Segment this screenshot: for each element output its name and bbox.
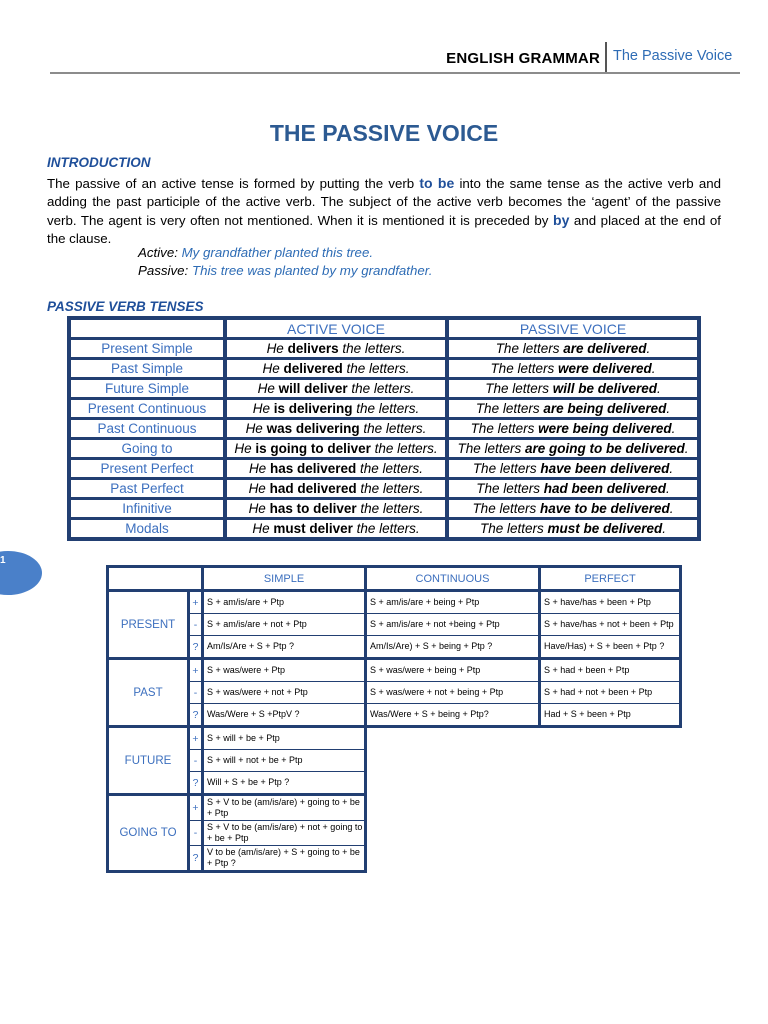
empty-cell [367,772,682,796]
table-row [70,378,698,398]
sign-cell: ? [190,636,204,660]
formula-row [109,728,682,750]
simple-formula: S + am/is/are + Ptp [204,592,367,614]
active-example-cell: He delivered the letters. [226,358,448,378]
passive-example-cell: The letters have been delivered. [448,458,698,478]
sign-cell: - [190,750,204,772]
sign-cell: + [190,660,204,682]
sign-cell: - [190,682,204,704]
sign-cell: + [190,592,204,614]
empty-cell [367,846,682,873]
table-row [70,338,698,358]
keyword-by: by [553,212,570,228]
simple-formula: S + am/is/are + not + Ptp [204,614,367,636]
sign-cell: ? [190,846,204,873]
simple-formula: S + will + be + Ptp [204,728,367,750]
sign-cell: + [190,728,204,750]
passive-example-cell: The letters must be delivered. [448,518,698,538]
empty-cell [367,750,682,772]
perfect-header: PERFECT [541,568,682,592]
introduction-paragraph: The passive of an active tense is formed by putting the verb to be into the same tense as the active verb and adding the past participle of the active verb. The subject of the active verb becomes the ‘agent’ of the passive verb. The agent is very often not mentioned. When it is mentioned it is preceded by by and placed at the end of the clause. [47,175,721,246]
tense-group-label: FUTURE [109,728,190,796]
continuous-formula: S + am/is/are + being + Ptp [367,592,541,614]
continuous-formula: S + am/is/are + not +being + Ptp [367,614,541,636]
table-row [70,438,698,458]
passive-example-cell: The letters are delivered. [448,338,698,358]
page-title: THE PASSIVE VOICE [269,120,499,146]
formula-corner-cell [109,568,204,592]
passive-verb-tenses-heading: PASSIVE VERB TENSES [47,299,204,314]
active-example-cell: He has to deliver the letters. [226,498,448,518]
tense-name: Modals [70,518,226,538]
simple-formula: S + V to be (am/is/are) + going to + be + Ptp [204,796,367,821]
table-row [70,498,698,518]
formula-row [109,592,682,614]
table-row [70,478,698,498]
simple-formula: S + was/were + Ptp [204,660,367,682]
formula-row [109,821,682,846]
simple-formula: Will + S + be + Ptp ? [204,772,367,796]
formula-row [109,614,682,636]
formula-row [109,796,682,821]
tense-group-label: PRESENT [109,592,190,660]
introduction-heading: INTRODUCTION [47,155,151,170]
empty-cell [367,728,682,750]
active-example-cell: He is going to deliver the letters. [226,438,448,458]
perfect-formula: S + have/has + been + Ptp [541,592,682,614]
table-row [70,418,698,438]
table-corner-cell [70,319,226,338]
passive-formula-table [106,565,682,873]
active-example-cell: He has delivered the letters. [226,458,448,478]
table-row [70,458,698,478]
simple-formula: S + V to be (am/is/are) + not + going to + be + Ptp [204,821,367,846]
page-header [50,42,740,74]
passive-example: Passive: This tree was planted by my grandfather. [138,263,433,278]
passive-example-cell: The letters were delivered. [448,358,698,378]
header-separator [605,42,607,74]
passive-example-cell: The letters are going to be delivered. [448,438,698,458]
perfect-formula: Have/Has) + S + been + Ptp ? [541,636,682,660]
active-example-cell: He will deliver the letters. [226,378,448,398]
simple-formula: S + was/were + not + Ptp [204,682,367,704]
tense-group-label: GOING TO [109,796,190,873]
tense-name: Present Simple [70,338,226,358]
simple-header: SIMPLE [204,568,367,592]
tense-name: Future Simple [70,378,226,398]
active-example-cell: He was delivering the letters. [226,418,448,438]
perfect-formula: S + had + been + Ptp [541,660,682,682]
table-row [70,518,698,538]
continuous-formula: Was/Were + S + being + Ptp? [367,704,541,728]
tense-comparison-table [67,316,701,541]
sign-cell: ? [190,772,204,796]
sign-cell: - [190,614,204,636]
formula-row [109,772,682,796]
active-example-cell: He delivers the letters. [226,338,448,358]
sign-cell: - [190,821,204,846]
active-example-cell: He is delivering the letters. [226,398,448,418]
passive-example-cell: The letters will be delivered. [448,378,698,398]
formula-row [109,846,682,873]
empty-cell [367,796,682,821]
perfect-formula: S + had + not + been + Ptp [541,682,682,704]
page-number-badge: 1 [0,551,42,595]
passive-example-cell: The letters were being delivered. [448,418,698,438]
passive-voice-header: PASSIVE VOICE [448,319,698,338]
continuous-formula: Am/Is/Are) + S + being + Ptp ? [367,636,541,660]
empty-cell [367,821,682,846]
passive-example-cell: The letters have to be delivered. [448,498,698,518]
simple-formula: Am/Is/Are + S + Ptp ? [204,636,367,660]
continuous-formula: S + was/were + being + Ptp [367,660,541,682]
formula-row [109,660,682,682]
header-rule [50,72,740,74]
passive-example-cell: The letters are being delivered. [448,398,698,418]
tense-name: Past Simple [70,358,226,378]
active-example-cell: He had delivered the letters. [226,478,448,498]
tense-name: Infinitive [70,498,226,518]
active-voice-header: ACTIVE VOICE [226,319,448,338]
tense-group-label: PAST [109,660,190,728]
perfect-formula: S + have/has + not + been + Ptp [541,614,682,636]
table-row [70,358,698,378]
tense-name: Going to [70,438,226,458]
formula-row [109,682,682,704]
simple-formula: Was/Were + S +PtpV ? [204,704,367,728]
active-example-cell: He must deliver the letters. [226,518,448,538]
formula-row [109,636,682,660]
continuous-header: CONTINUOUS [367,568,541,592]
simple-formula: V to be (am/is/are) + S + going to + be + Ptp ? [204,846,367,873]
passive-example-cell: The letters had been delivered. [448,478,698,498]
tense-name: Past Continuous [70,418,226,438]
header-right-title: The Passive Voice [613,48,733,64]
tense-name: Past Perfect [70,478,226,498]
tense-name: Present Perfect [70,458,226,478]
sign-cell: ? [190,704,204,728]
table-row [70,398,698,418]
simple-formula: S + will + not + be + Ptp [204,750,367,772]
keyword-to-be: to be [419,175,455,191]
perfect-formula: Had + S + been + Ptp [541,704,682,728]
tense-name: Present Continuous [70,398,226,418]
header-left-title: ENGLISH GRAMMAR [446,50,600,67]
continuous-formula: S + was/were + not + being + Ptp [367,682,541,704]
formula-row [109,750,682,772]
formula-row [109,704,682,728]
active-example: Active: My grandfather planted this tree. [138,245,374,260]
sign-cell: + [190,796,204,821]
